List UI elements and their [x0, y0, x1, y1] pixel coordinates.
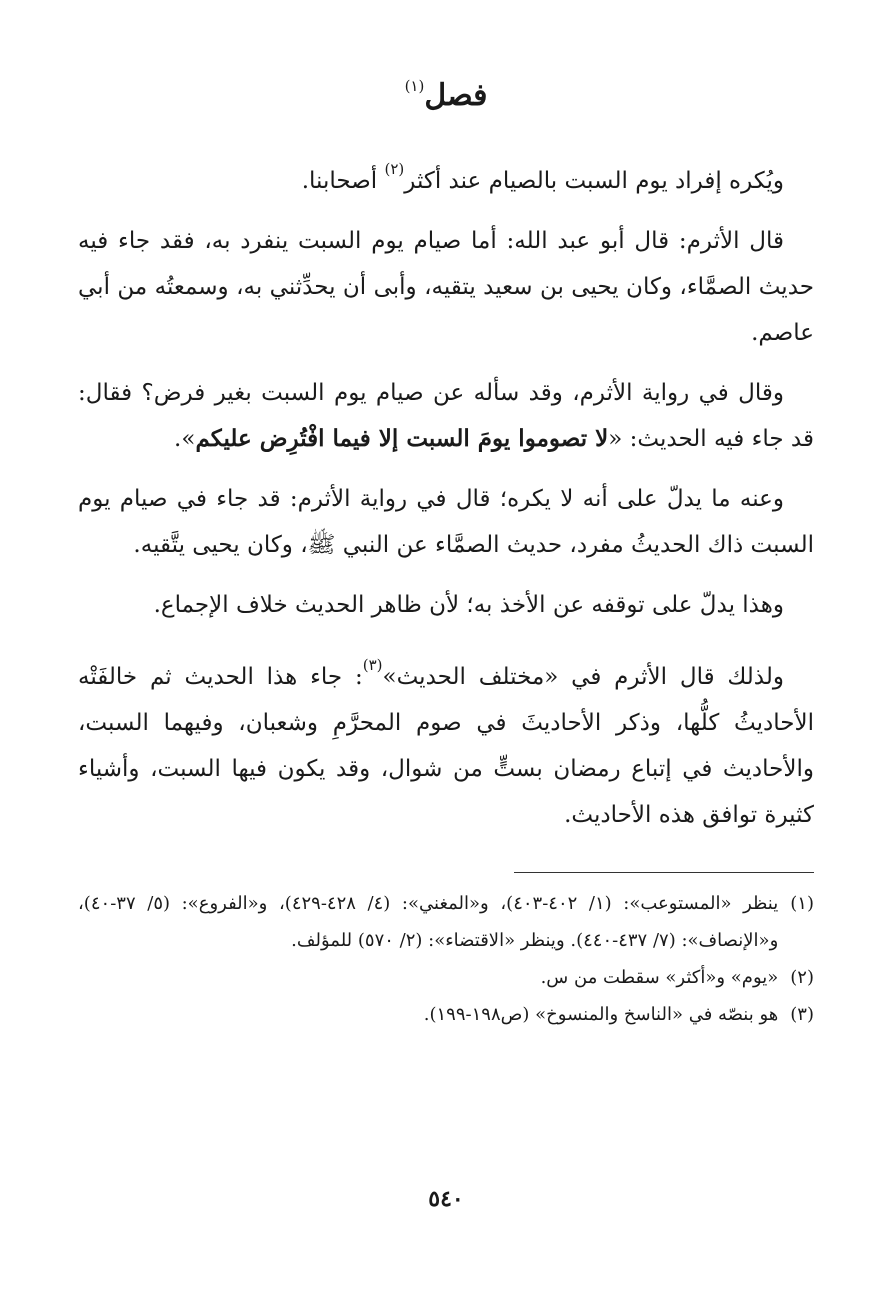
paragraph-1 [78, 146, 814, 204]
footnote-number: (٢) [790, 967, 814, 988]
heading-footnote-ref: (١) [404, 77, 425, 95]
paragraph-6-text-b: : جاء هذا الحديث ثم خالفَتْه الأحاديثُ كلُّها، وذكر الأحاديثَ في صوم المحرَّمِ وشعبان، وفيهما السبت، والأحاديث في إتباع رمضان بستٍّ من شوال، وقد يكون فيها السبت، وأشياء كثيرة توافق هذه الأحاديث. [78, 664, 814, 828]
footnote-text: هو بنصّه في «الناسخ والمنسوخ» (ص١٩٨-١٩٩). [423, 1004, 779, 1025]
main-text [78, 146, 814, 838]
paragraph-2: قال الأثرم: قال أبو عبد الله: أما صيام يوم السبت ينفرد به، فقد جاء فيه حديث الصمَّاء، وكان يحيى بن سعيد يتقيه، وأبى أن يحدِّثني به، وسمعتُه من أبي عاصم. [78, 228, 814, 346]
hadith-quote: لا تصوموا يومَ السبت إلا فيما افْتُرِض عليكم [195, 425, 609, 452]
paragraph-4: وعنه ما يدلّ على أنه لا يكره؛ قال في رواية الأثرم: قد جاء في صيام يوم السبت ذاك الحديثُ مفرد، حديث الصمَّاء عن النبي ﷺ، وكان يحيى يتَّقيه. [78, 486, 814, 558]
paragraph-1-text-b: أصحابنا. [301, 168, 385, 194]
footnote-text: ينظر «المستوعب»: (١/ ٤٠٢-٤٠٣)، و«المغني»: (٤/ ٤٢٨-٤٢٩)، و«الفروع»: (٥/ ٣٧-٤٠)، و«الإنصاف»: (٧/ ٤٣٧-٤٤٠). وينظر «الاقتضاء»: (٢/ ٥٧٠) للمؤلف. [78, 893, 779, 951]
paragraph-5: وهذا يدلّ على توقفه عن الأخذ به؛ لأن ظاهر الحديث خلاف الإجماع. [153, 592, 784, 618]
footnote-number: (٣) [790, 1004, 814, 1025]
footnote-2 [78, 959, 814, 996]
paragraph-3-text-a: وقال في رواية الأثرم، وقد سأله عن صيام يوم السبت بغير فرض؟ فقال: قد جاء فيه الحديث: « [78, 380, 814, 452]
heading-title: فصل [424, 78, 488, 113]
paragraph-6 [78, 642, 814, 838]
paragraph-6-text-a: ولذلك قال الأثرم في «مختلف الحديث» [382, 664, 784, 690]
footnote-ref-3: (٣) [362, 656, 383, 674]
footnote-divider [514, 872, 814, 873]
footnote-1 [78, 885, 814, 959]
paragraph-1-text-a: ويُكره إفراد يوم السبت بالصيام عند أكثر [404, 168, 784, 194]
footnote-ref-2: (٢) [384, 160, 405, 178]
paragraph-3-text-b: ». [174, 426, 196, 452]
footnotes [78, 885, 814, 1033]
footnote-number: (١) [790, 893, 814, 914]
footnote-3 [78, 996, 814, 1033]
section-heading [78, 62, 814, 120]
footnote-text: «يوم» و«أكثر» سقطت من س. [540, 967, 779, 988]
paragraph-3 [78, 370, 814, 462]
page-number: ٥٤٠ [428, 1186, 464, 1212]
